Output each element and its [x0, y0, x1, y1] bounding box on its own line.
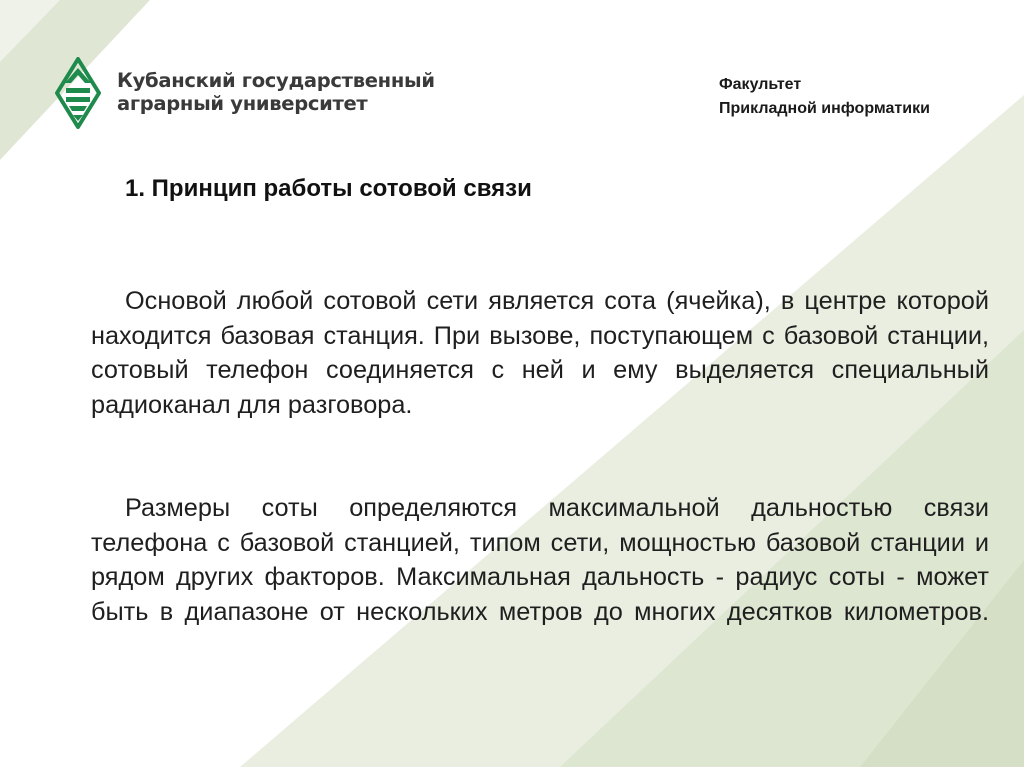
slide-title: 1. Принцип работы сотовой связи	[125, 175, 532, 202]
paragraph-2: Размеры соты определяются максимальной дальностью связи телефона с базовой станцией, типом сети, мощностью базовой станции и рядом других факторов. Максимальная дальность - радиус соты - может быть в диапазоне от нескольких метров до многих десятков километров.	[91, 494, 989, 626]
faculty-name	[719, 73, 1009, 121]
university-name-line1: Кубанский государственный	[117, 69, 435, 92]
paragraph-1: Основой любой сотовой сети является сота (ячейка), в центре которой находится базовая станция. При вызове, поступающем с базовой станции, сотовый телефон соединяется с ней и ему выделяется специальный радиоканал для разговора.	[91, 287, 989, 419]
university-name	[117, 69, 437, 115]
university-logo-icon	[55, 57, 101, 129]
faculty-line2: Прикладной информатики	[719, 100, 930, 117]
university-name-line2: аграрный университет	[117, 92, 368, 115]
faculty-line1: Факультет	[719, 76, 802, 93]
